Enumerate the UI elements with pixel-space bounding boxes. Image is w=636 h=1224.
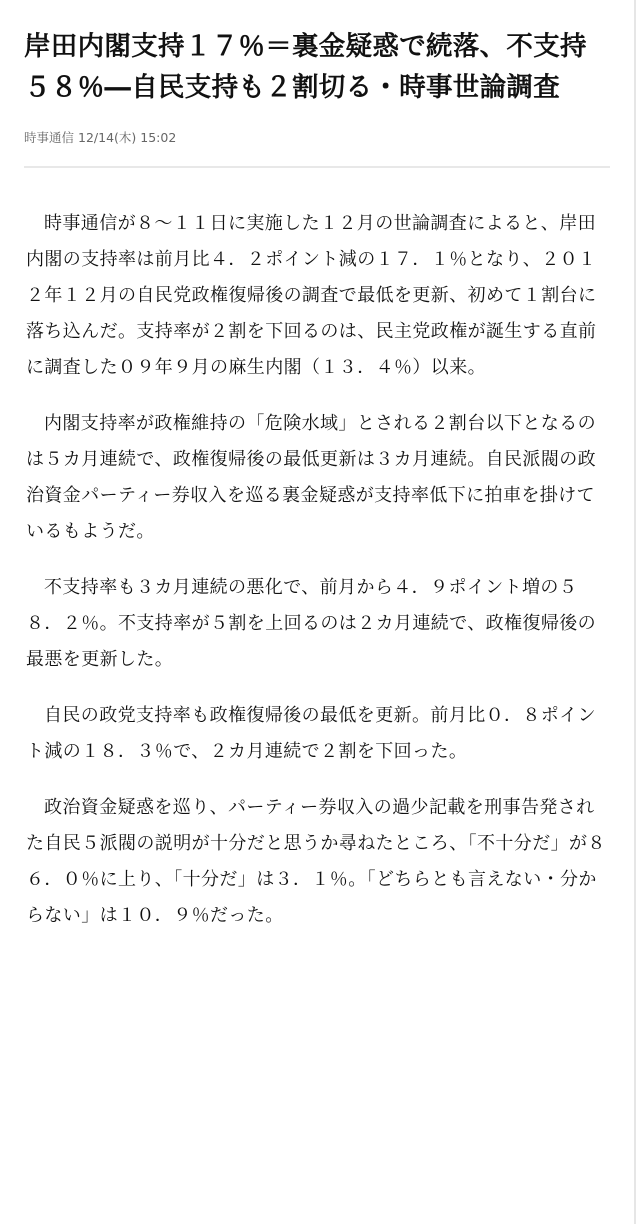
article-paragraph-2: 内閣支持率が政権維持の「危険水域」とされる２割台以下となるのは５カ月連続で、政権復帰後の最低更新は３カ月連続。自民派閥の政治資金パーティー券収入を巡る裏金疑惑が支持率低下に拍車を掛けているもようだ。 (26, 413, 597, 542)
article-meta (24, 130, 610, 146)
article-timestamp: 12/14(木) 15:02 (78, 130, 177, 145)
header-divider (24, 166, 610, 168)
article-paragraph-4: 自民の政党支持率も政権復帰後の最低を更新。前月比０．８ポイント減の１８．３％で、２カ月連続で２割を下回った。 (26, 705, 596, 762)
article-source[interactable]: 時事通信 (24, 130, 75, 145)
article-headline: 岸田内閣支持１７％＝裏金疑惑で続落、不支持５８％―自民支持も２割切る・時事世論調査 (24, 31, 587, 103)
article-paragraph-1: 時事通信が８～１１日に実施した１２月の世論調査によると、岸田内閣の支持率は前月比４．２ポイント減の１７．１％となり、２０１２年１２月の自民党政権復帰後の調査で最低を更新、初めて１割台に落ち込んだ。支持率が２割を下回るのは、民主党政権が誕生する直前に調査した０９年９月の麻生内閣（１３．４％）以来。 (26, 213, 597, 378)
article-paragraph-5: 政治資金疑惑を巡り、パーティー券収入の過少記載を刑事告発された自民５派閥の説明が十分だと思うか尋ねたところ、「不十分だ」が８６．０％に上り、「十分だ」は３．１％。「どちらとも言えない・分からない」は１０．９％だった。 (26, 797, 606, 926)
article-body (24, 206, 610, 934)
article-paragraph-3: 不支持率も３カ月連続の悪化で、前月から４．９ポイント増の５８．２％。不支持率が５割を上回るのは２カ月連続で、政権復帰後の最悪を更新した。 (26, 577, 597, 670)
